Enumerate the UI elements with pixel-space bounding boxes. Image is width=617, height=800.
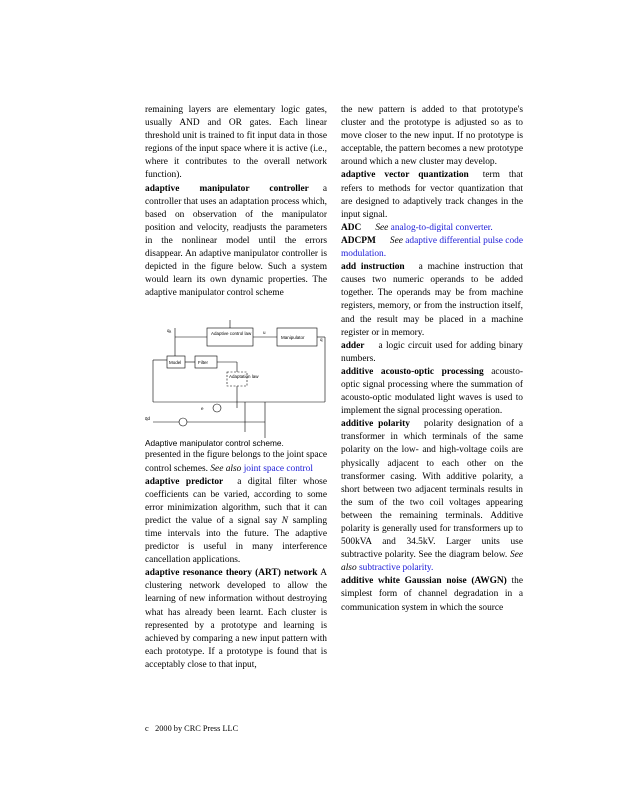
term-label: additive white Gaussian noise (AWGN) xyxy=(341,576,507,587)
see-label: See xyxy=(375,222,389,233)
entry-adaptive-predictor xyxy=(145,476,327,568)
link-joint-space-control[interactable]: joint space control xyxy=(243,463,313,474)
term-label: add instruction xyxy=(341,262,405,273)
see-also-label: See also xyxy=(210,463,242,474)
diagram-symbol-q: q xyxy=(320,337,323,343)
definition-text: term that refers to methods for vector quantization that are designed to adaptively track changes in the input signal. xyxy=(341,170,523,220)
link-analog-to-digital-converter[interactable]: analog-to-digital converter. xyxy=(390,222,493,233)
definition-text: acousto-optic signal processing where the summation of acousto-optic modulated light waves is used to implement the signal processing operation. xyxy=(341,366,524,417)
term-label: adaptive vector quantization xyxy=(341,170,469,181)
diagram-label-adaptation: Adaptation law xyxy=(229,374,259,380)
link-subtractive-polarity[interactable]: subtractive polarity. xyxy=(358,563,434,574)
entry-additive-polarity xyxy=(341,418,523,575)
entry-adcpm xyxy=(341,235,523,261)
term-label: additive acousto-optic processing xyxy=(341,366,484,377)
definition-text: presented in the figure belongs to the joint space control schemes. xyxy=(145,450,327,474)
term-label: ADCPM xyxy=(341,235,376,246)
diagram-symbol-qdd: q̈d xyxy=(145,416,151,422)
entry-adaptive-vector-quantization xyxy=(341,169,523,221)
diagram-symbol-e: e xyxy=(201,406,204,412)
entry-additive-acousto-optic xyxy=(341,366,523,418)
diagram-symbol-qd: qₐ xyxy=(167,328,172,334)
entry-art-network xyxy=(145,567,327,672)
entry-awgn xyxy=(341,575,523,614)
definition-text-2: sampling time intervals into the future. The adaptive predictor is useful in many interference cancellation applications. xyxy=(145,515,328,566)
entry-add-instruction xyxy=(341,261,523,340)
diagram-symbol-u: u xyxy=(263,330,266,336)
diagram-label-model: Model xyxy=(169,360,182,366)
definition-text: A clustering network developed to allow the learning of new information without destroying what has already been learnt. Each cluster is represented by a prototype and learning is achieved by comparing a new input pattern with each prototype. If a prototype is found that is acceptably close to that input, xyxy=(145,568,328,670)
entry-amc-continuation xyxy=(145,449,327,475)
adaptive-manipulator-figure xyxy=(145,320,327,438)
see-label: See xyxy=(389,235,403,246)
definition-text: the simplest form of channel degradation in a communication system in which the source xyxy=(341,576,524,613)
definition-text: polarity designation of a transformer in which terminals of the same polarity on the low- and high-voltage coils are physically adjacent to each other on the transformer casing. With additive polarity, a short between two adjacent terminals results in the sum of the two coil voltages appearing between the remaining terminals. Additive polarity is generally used for transformers up to 500kVA and 34.5kV. Larger units use subtractive polarity. See the diagram below. xyxy=(341,419,523,561)
entry-continuation: remaining layers are elementary logic gates, usually AND and OR gates. Each linear threshold unit is trained to fit input data in those regions of the input space where it is active (i.e., where it contributes to the overall network function). xyxy=(145,105,327,181)
block-diagram xyxy=(145,320,327,438)
term-label: adaptive manipulator controller xyxy=(145,183,309,194)
symbol-N: N xyxy=(281,515,289,526)
diagram-label-manipulator: Manipulator xyxy=(281,335,305,341)
term-label: adder xyxy=(341,340,365,351)
entry-adder xyxy=(341,340,523,366)
definition-text: a machine instruction that causes two numeric operands to be added together. The operands may be from machine registers, memory, or from the instruction itself, and the result may be placed in a machine register or in memory. xyxy=(341,262,523,338)
entry-art-continuation: the new pattern is added to that prototype's cluster and the prototype is adjusted so as to move closer to the new input. If no prototype is acceptable, the pattern becomes a new prototype around which a new cluster may develop. xyxy=(341,105,523,168)
see-also-label: See also xyxy=(341,550,524,574)
definition-text: a controller that uses an adaptation process which, based on observation of the manipulator position and velocity, readjusts the parameters in the nonlinear model until the errors disappear. An adaptive manipulator controller is depicted in the figure below. Such a system would learn its own dynamic properties. The adaptive manipulator control scheme xyxy=(145,183,327,299)
term-label: adaptive predictor xyxy=(145,476,224,487)
term-label: ADC xyxy=(341,222,362,233)
term-label: additive polarity xyxy=(341,419,410,430)
right-column xyxy=(341,104,523,615)
diagram-label-control-law: Adaptive control law xyxy=(211,331,252,337)
definition-text: a digital filter whose coefficients can be varied, according to some error minimization algorithm, such that it can predict the value of a signal say xyxy=(145,476,327,526)
diagram-label-filter: Filter xyxy=(198,360,208,366)
entry-adaptive-manipulator-controller xyxy=(145,183,327,301)
definition-text: a logic circuit used for adding binary numbers. xyxy=(341,340,523,364)
figure-caption: Adaptive manipulator control scheme. xyxy=(145,438,284,449)
term-label: adaptive resonance theory (ART) network xyxy=(145,568,318,579)
link-adaptive-differential-pcm[interactable]: adaptive differential pulse code modulation. xyxy=(341,235,523,260)
entry-adc xyxy=(341,222,523,235)
copyright-footer: c⃝2000 by CRC Press LLC xyxy=(145,724,239,733)
left-column xyxy=(145,104,327,672)
